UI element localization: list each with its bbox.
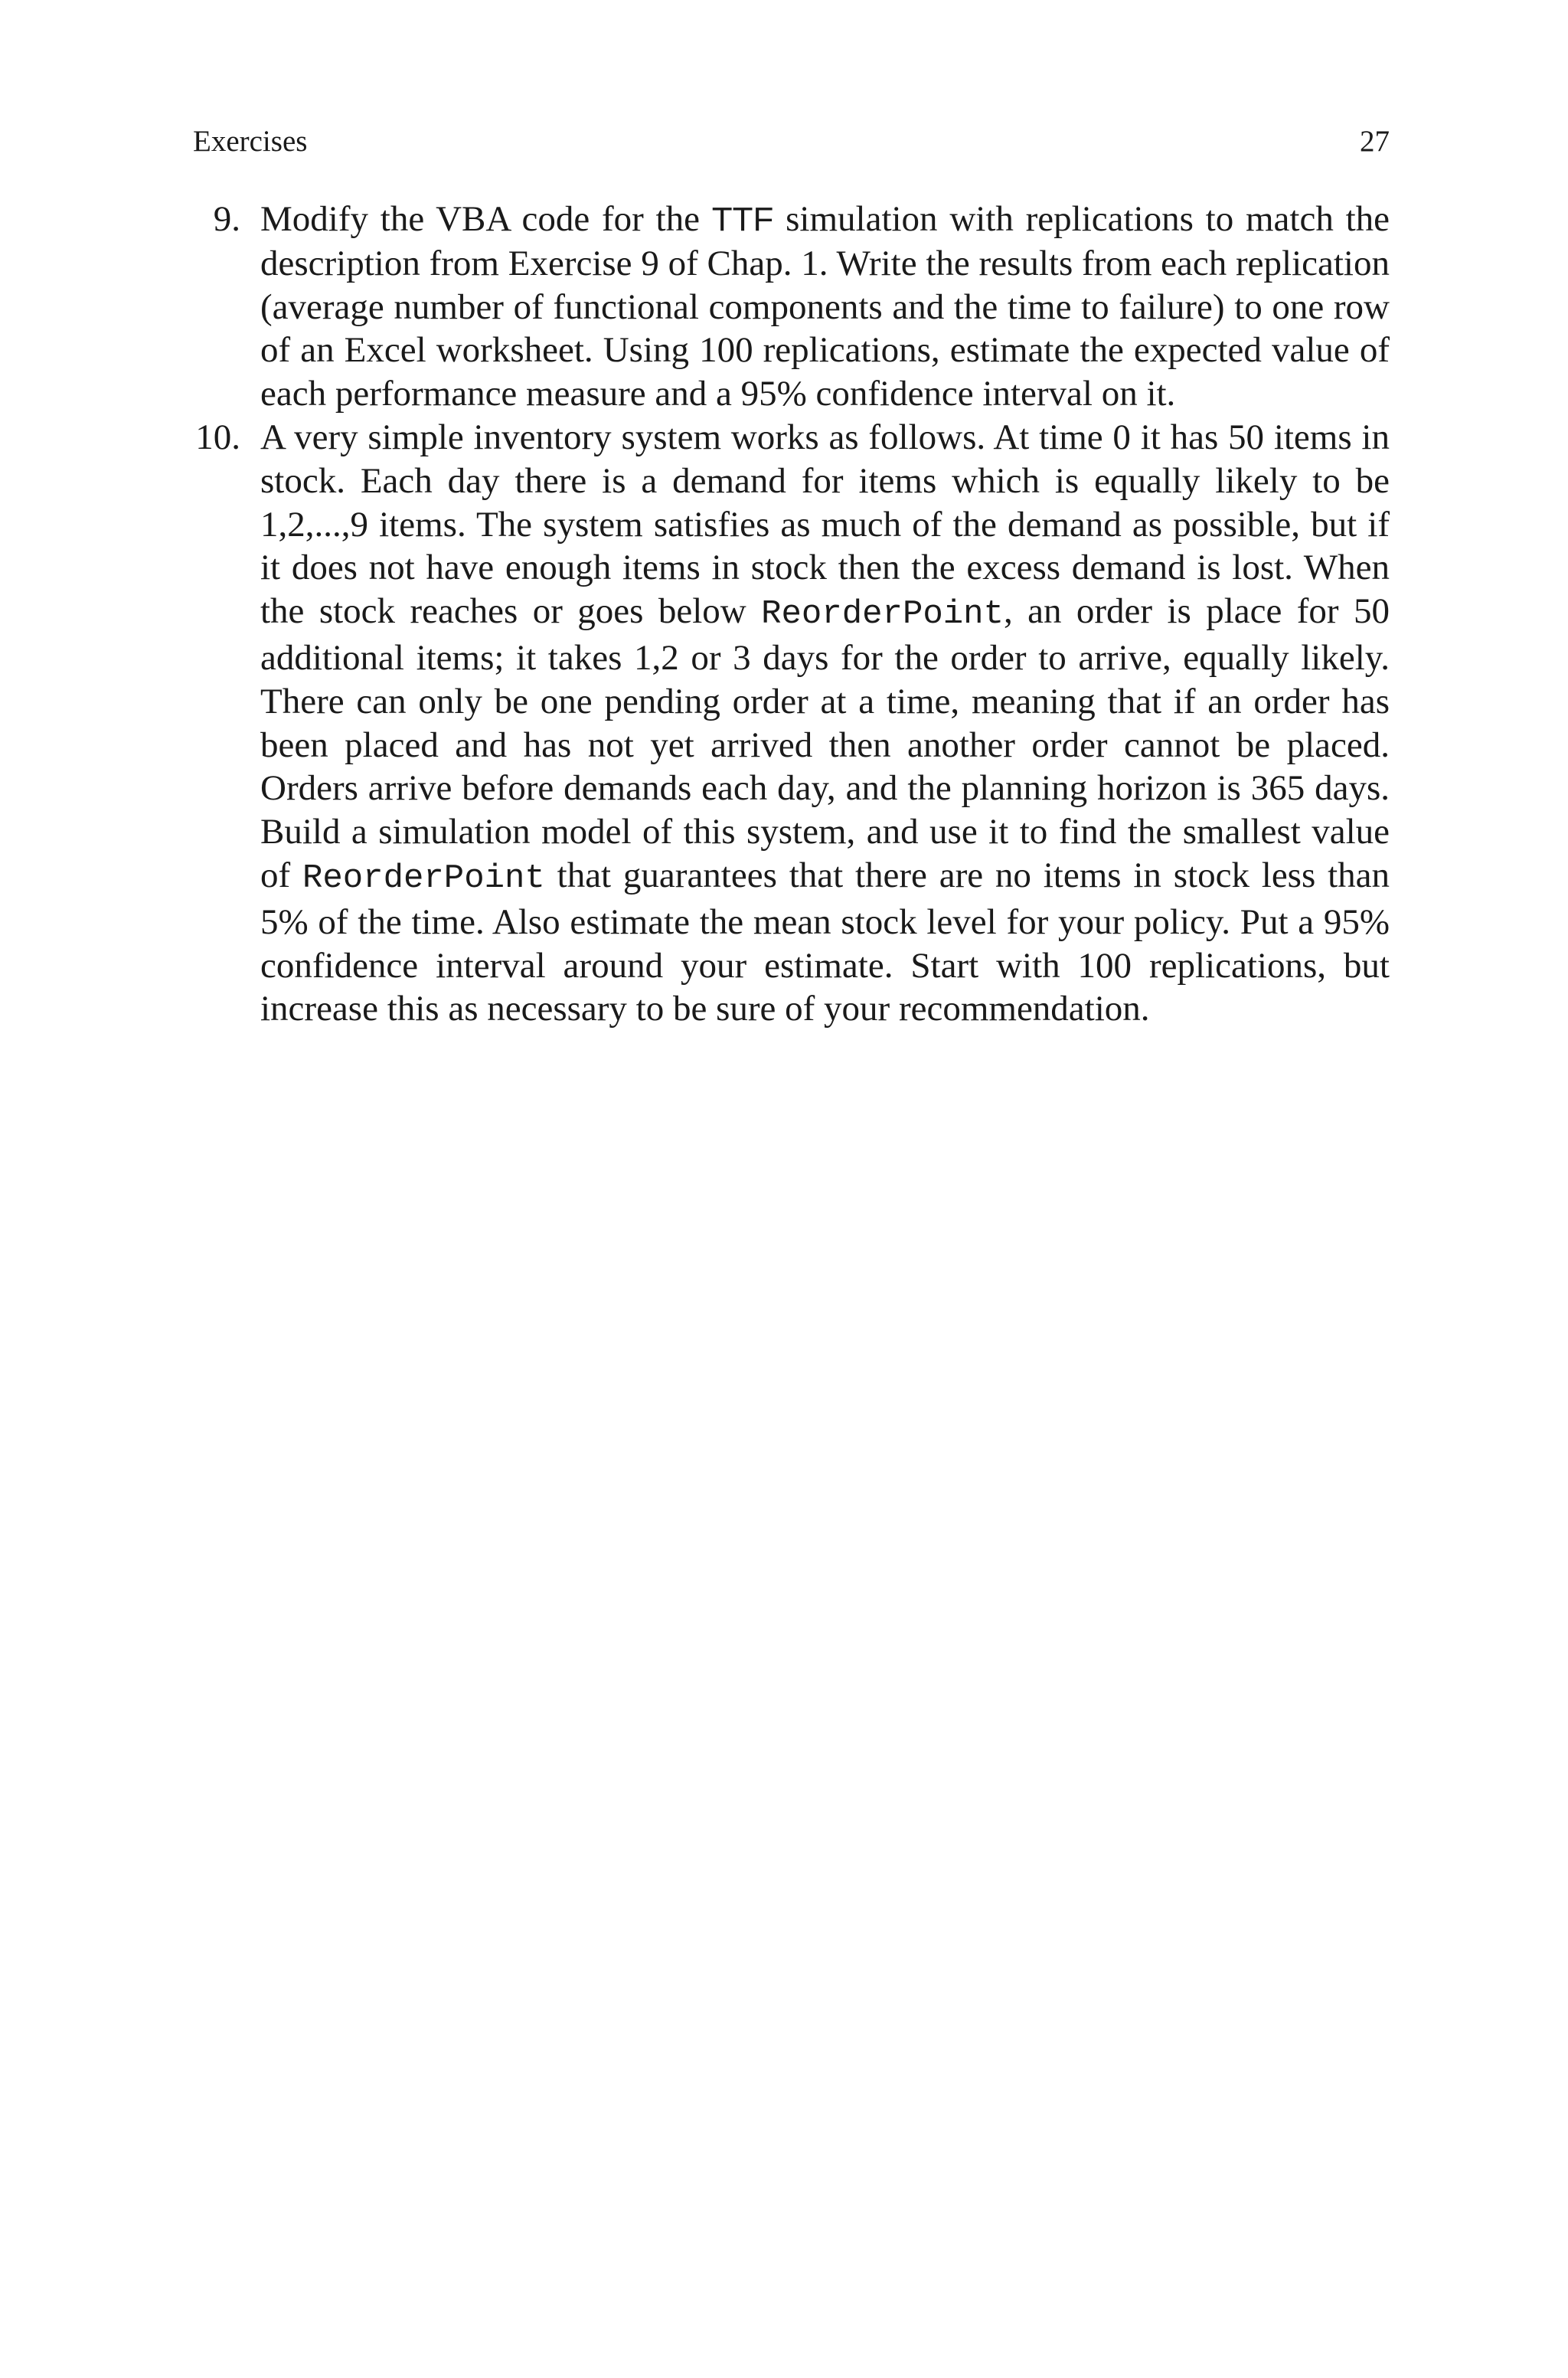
text-run: that guarantees that there are no items in stock less than 5% of the time. Also estimate the mean stock level for your policy. Put a 95% confidence interval around your estimate. Start with 100 replications, but increase this as necessary to be sure of your recommendation. bbox=[260, 855, 1390, 1029]
text-run: A very simple inventory system works as follows. At time 0 it has 50 items in stock. Each day there is a demand for items which is equally likely to be 1,2,...,9 items. The system satisfies as much of the demand as possible, but if it does not have enough items in stock then the excess demand is lost. When the stock reaches or goes below bbox=[260, 417, 1390, 632]
page-number: 27 bbox=[1360, 125, 1390, 158]
exercise-number: 9. bbox=[213, 199, 240, 239]
exercise-text bbox=[260, 416, 1390, 1031]
ttf-label: TTF bbox=[711, 201, 774, 238]
exercise-number: 10. bbox=[195, 417, 240, 457]
exercise-9 bbox=[193, 198, 1390, 416]
text-run: simulation with replications to match the description from Exercise 9 of Chap. 1. Write the results from each replication (average number of functional components and the time to failure) to one row of an Excel worksheet. Using 100 replications, estimate the expected value of each performance measure and a 95% confidence interval on it. bbox=[260, 199, 1390, 414]
exercise-text bbox=[260, 198, 1390, 416]
code-reorder-point: ReorderPoint bbox=[302, 859, 545, 898]
text-run: , an order is place for 50 additional items; it takes 1,2 or 3 days for the order to arrive, equally likely. There can only be one pending order at a time, meaning that if an order has been placed and has not yet arrived then another order cannot be placed. Orders arrive before demands each day, and the planning horizon is 365 days. Build a simulation model of this system, and use it to find the smallest value of bbox=[260, 591, 1390, 895]
exercise-10 bbox=[193, 416, 1390, 1031]
code-reorder-point: ReorderPoint bbox=[761, 595, 1004, 634]
text-run: Modify the VBA code for the bbox=[260, 199, 712, 239]
exercise-list bbox=[193, 198, 1390, 1031]
section-title: Exercises bbox=[193, 125, 308, 158]
running-head bbox=[193, 123, 1390, 161]
